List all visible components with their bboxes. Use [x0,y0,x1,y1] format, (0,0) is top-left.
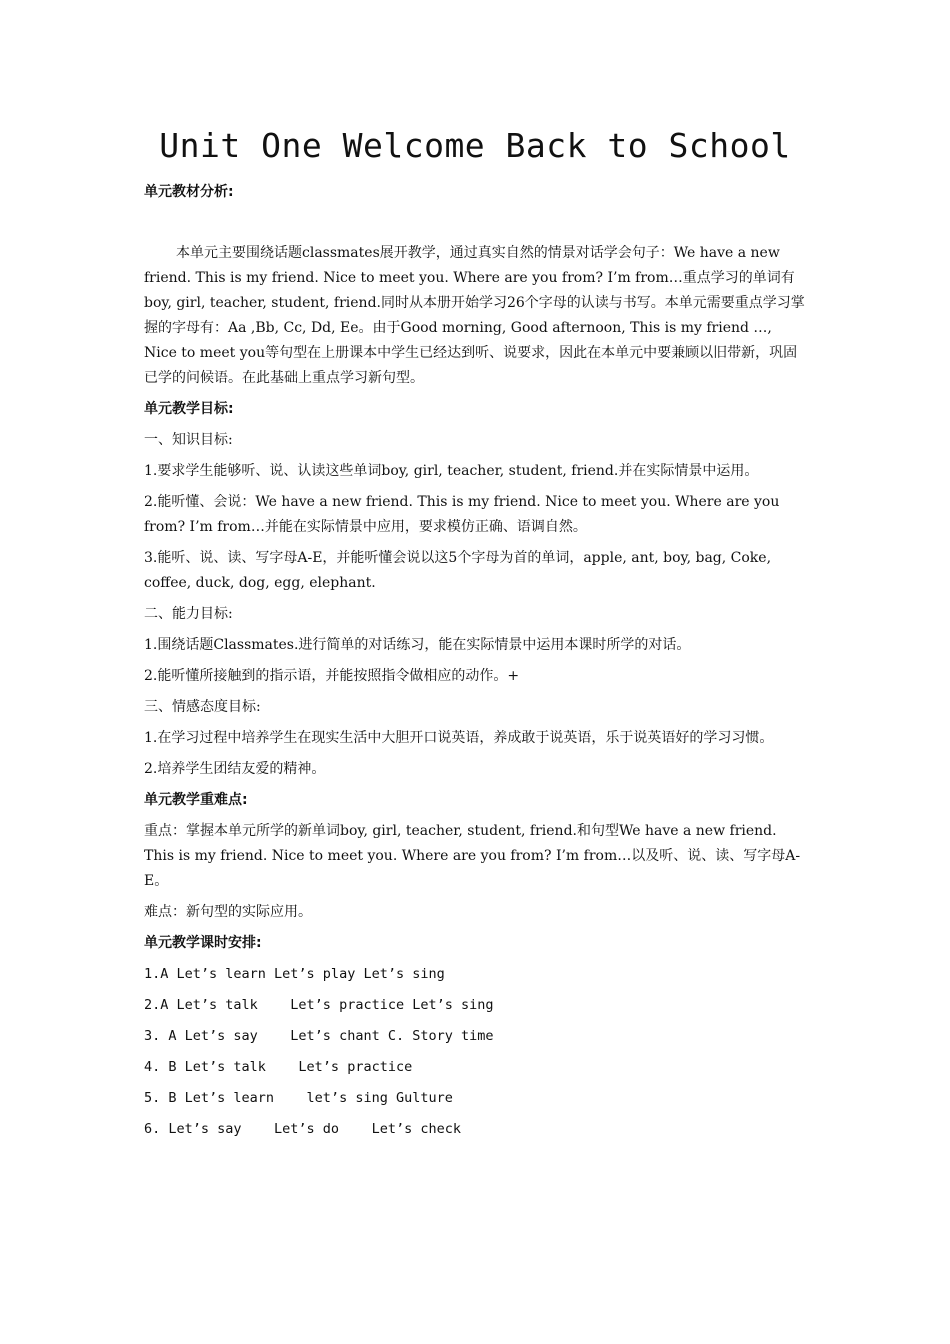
schedule-item: 2.A Let’s talk Let’s practice Let’s sing [144,997,494,1013]
ability-goal-item: 2.能听懂所接触到的指示语，并能按照指令做相应的动作。+ [144,668,520,684]
emotion-goals-heading: 三、情感态度目标: [144,699,261,715]
schedule-item: 3. A Let’s say Let’s chant C. Story time [144,1028,494,1044]
ability-goals-heading: 二、能力目标: [144,606,233,622]
analysis-paragraph: 本单元主要围绕话题classmates展开教学，通过真实自然的情景对话学会句子：We have a new friend. This is my friend. Nice to meet you. Where are you from? I’m from…重点学习的单词有boy, girl, teacher, student, friend.同时从本册开始学习26个字母的认读与书写。本单元需要重点学习掌握的字母有：Aa ,Bb, Cc, Dd, Ee。由于Good morning, Good afternoon, This is my friend …, Nice to meet you等句型在上册课本中学生已经达到听、说要求，因此在本单元中要兼顾以旧带新，巩固已学的问候语。在此基础上重点学习新句型。 [144,245,805,386]
ability-goal-item: 1.围绕话题Classmates.进行简单的对话练习，能在实际情景中运用本课时所学的对话。 [144,637,691,653]
knowledge-goal-item: 1.要求学生能够听、说、认读这些单词boy, girl, teacher, student, friend.并在实际情景中运用。 [144,463,759,479]
difficult-point: 难点：新句型的实际应用。 [144,904,312,920]
schedule-item: 6. Let’s say Let’s do Let’s check [144,1121,461,1137]
knowledge-goals-heading: 一、知识目标: [144,432,233,448]
goals-heading: 单元教学目标: [144,401,234,417]
key-point: 重点：掌握本单元所学的新单词boy, girl, teacher, student, friend.和句型We have a new friend. This is my friend. Nice to meet you. Where are you from? I’m from…以及听、说、读、写字母A-E。 [144,823,801,889]
schedule-item: 1.A Let’s learn Let’s play Let’s sing [144,966,445,982]
analysis-heading: 单元教材分析: [144,184,234,200]
knowledge-goal-item: 3.能听、说、读、写字母A-E，并能听懂会说以这5个字母为首的单词，apple, ant, boy, bag, Coke, coffee, duck, dog, egg, elephant. [144,550,772,591]
emotion-goal-item: 2.培养学生团结友爱的精神。 [144,761,326,777]
document-body [144,180,808,1142]
schedule-item: 5. B Let’s learn let’s sing Gulture [144,1090,453,1106]
key-difficult-heading: 单元教学重难点: [144,792,248,808]
document-title: Unit One Welcome Back to School [159,126,791,165]
schedule-heading: 单元教学课时安排: [144,935,262,951]
schedule-item: 4. B Let’s talk Let’s practice [144,1059,413,1075]
emotion-goal-item: 1.在学习过程中培养学生在现实生活中大胆开口说英语，养成敢于说英语，乐于说英语好的学习习惯。 [144,730,774,746]
knowledge-goal-item: 2.能听懂、会说：We have a new friend. This is my friend. Nice to meet you. Where are you from? I’m from…并能在实际情景中应用，要求模仿正确、语调自然。 [144,494,780,535]
